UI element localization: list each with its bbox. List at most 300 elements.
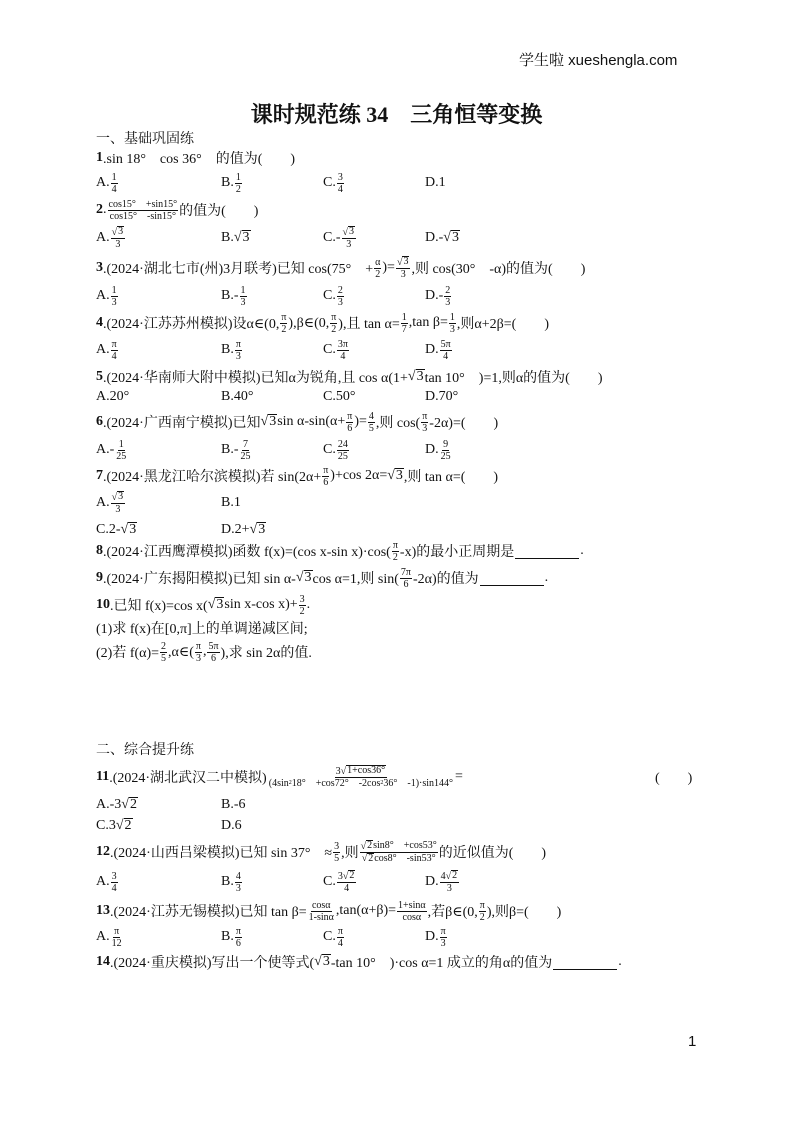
text-run: 3 — [216, 597, 224, 613]
question-8-stem — [96, 538, 584, 564]
text-run: B.1 — [221, 495, 241, 510]
square-root — [112, 491, 125, 503]
fraction — [111, 226, 126, 250]
text-run: π — [422, 410, 428, 422]
text-run: .(2024·华南师大附中模拟)已知α为锐角,且 cos α(1+ — [103, 371, 408, 386]
text-run: D.2+ — [221, 522, 250, 537]
text-run: (2)若 f(α)= — [96, 646, 160, 661]
fraction — [337, 285, 344, 308]
fraction-numerator — [111, 285, 118, 297]
fraction — [108, 199, 179, 222]
fraction-numerator — [400, 567, 412, 579]
fraction-denominator — [337, 184, 344, 195]
question-2-stem — [96, 197, 258, 223]
text-run: -2α)=( ) — [429, 416, 499, 431]
text-run: 1 — [111, 284, 117, 296]
question-number: 1 — [96, 150, 103, 165]
question-number: 9 — [96, 570, 103, 585]
radical-sign: √ — [260, 414, 269, 429]
text-run: π — [111, 338, 117, 350]
fraction — [207, 641, 219, 664]
fraction-numerator — [242, 439, 249, 451]
fraction-numerator — [421, 411, 428, 423]
text-run: cosα — [402, 911, 422, 923]
text-run: B.40° — [221, 389, 254, 404]
text-run: π — [392, 539, 398, 551]
text-run: ),则β=( ) — [486, 905, 562, 920]
fraction — [392, 540, 399, 563]
radicand — [395, 468, 404, 484]
text-run: .(2024·湖北七市(州)3月联考)已知 cos(75° + — [103, 262, 374, 277]
text-run: 2 — [445, 284, 451, 296]
text-run: D.- — [425, 288, 444, 303]
text-run: 3 — [422, 422, 428, 434]
fraction-numerator — [235, 926, 242, 938]
text-run: 3 — [334, 840, 340, 852]
text-run: 3 — [235, 882, 241, 894]
square-root — [234, 230, 251, 246]
fraction-denominator — [368, 423, 375, 434]
text-run: 6 — [347, 422, 353, 434]
text-run: 4 — [111, 183, 117, 195]
fraction-denominator — [322, 477, 329, 488]
question-6-stem — [96, 409, 498, 435]
fraction-numerator — [346, 411, 353, 423]
fraction-denominator — [361, 853, 437, 865]
radical-sign: √ — [314, 954, 322, 969]
answer-option — [425, 869, 460, 895]
question-number: 4 — [96, 315, 103, 330]
radicand — [215, 597, 224, 613]
text-run: 6 — [323, 476, 329, 488]
radicand — [124, 818, 133, 834]
square-root — [408, 369, 425, 385]
fraction-numerator — [368, 411, 375, 423]
radical-sign: √ — [387, 468, 395, 483]
text-run: 4 — [344, 882, 350, 894]
fraction-numerator — [337, 339, 349, 351]
text-run: 3 — [335, 765, 341, 777]
fraction-denominator — [345, 239, 352, 250]
square-root — [250, 522, 267, 538]
answer-option — [425, 170, 446, 196]
fraction-numerator — [442, 439, 449, 451]
radical-sign: √ — [443, 230, 451, 245]
text-run: π — [331, 311, 337, 323]
text-run: 2 — [299, 605, 305, 617]
fraction — [337, 172, 344, 195]
fraction-denominator — [160, 653, 167, 664]
text-run: 7 — [243, 438, 248, 450]
answer-option — [96, 384, 129, 410]
fraction-denominator: (4sin 2 18° +cos72° -2cos 2 36° -1)·sin144° — [268, 777, 454, 789]
question-1-stem — [96, 145, 295, 171]
answer-option — [96, 490, 126, 516]
text-run: 5π — [208, 640, 219, 652]
fraction — [160, 641, 167, 664]
text-run: tan 10° )=1,则α的值为( ) — [424, 371, 603, 386]
answer-option — [221, 384, 253, 410]
answer-option — [323, 225, 357, 251]
radicand — [242, 230, 251, 246]
square-root — [362, 853, 375, 865]
text-run: 18° +cos72° -2cos — [291, 777, 381, 789]
fraction-denominator — [421, 423, 428, 434]
fraction-numerator — [440, 926, 447, 938]
question-number: 5 — [96, 369, 103, 384]
text-run: 25 — [240, 450, 251, 462]
question-5-options — [96, 384, 696, 410]
section-heading-advanced: 二、综合提升练 — [96, 743, 194, 758]
answer-option — [221, 170, 243, 196]
text-run: 2 — [349, 870, 355, 882]
fraction — [479, 900, 486, 923]
text-run: 3 — [440, 937, 446, 949]
fraction-denominator — [346, 423, 353, 434]
fraction — [342, 226, 357, 250]
fraction — [400, 567, 412, 590]
text-run: B. — [221, 929, 234, 944]
text-run: 3 — [258, 522, 266, 538]
text-run: 3 — [337, 296, 343, 308]
fraction — [111, 285, 118, 308]
text-run: cosα — [311, 899, 331, 911]
fraction — [337, 870, 357, 894]
text-run: 1-sinα — [308, 911, 334, 923]
fraction — [421, 411, 428, 434]
square-root — [361, 840, 374, 852]
square-root — [116, 818, 133, 834]
text-run: cos α=1,则 sin( — [312, 572, 399, 587]
question-12-stem — [96, 839, 546, 865]
answer-option — [221, 225, 251, 251]
answer-option — [221, 813, 242, 839]
answer-option — [425, 225, 460, 251]
answer-option — [221, 869, 243, 895]
answer-option — [425, 384, 458, 410]
answer-option — [96, 337, 119, 363]
radicand — [129, 797, 138, 813]
text-run: D. — [425, 442, 439, 457]
answer-option — [323, 924, 345, 950]
radical-sign: √ — [111, 226, 118, 238]
fraction-numerator — [235, 339, 242, 351]
fraction-numerator — [392, 540, 399, 552]
text-run: A. — [96, 874, 110, 889]
square-root — [112, 226, 125, 238]
radicand — [348, 226, 355, 238]
question-number: 2 — [96, 202, 103, 217]
fraction — [299, 594, 306, 617]
radical-sign: √ — [295, 570, 304, 585]
fraction-denominator — [114, 239, 121, 250]
page-number: 1 — [688, 1033, 697, 1050]
radical-sign: √ — [340, 765, 347, 777]
fraction-numerator — [440, 339, 452, 351]
fraction-numerator — [280, 312, 287, 324]
text-run: 6 — [403, 578, 409, 590]
text-run: C. — [323, 929, 336, 944]
question-10-part-1 — [96, 615, 308, 641]
question-4-options — [96, 337, 696, 363]
question-number: 8 — [96, 543, 103, 558]
question-1-options — [96, 170, 696, 196]
square-root — [446, 870, 459, 882]
text-run: 4 — [337, 937, 343, 949]
square-root — [314, 954, 331, 970]
text-run: . — [618, 954, 622, 969]
text-run: B. — [221, 230, 234, 245]
text-run: )+cos 2α= — [330, 468, 388, 483]
text-run: .sin 18° cos 36° 的值为( ) — [103, 152, 296, 167]
text-run: .(2024·广西南宁模拟)已知 — [103, 416, 261, 431]
text-run: 3π — [337, 338, 348, 350]
fraction-numerator — [330, 312, 337, 324]
text-run: 2 — [337, 284, 343, 296]
fraction-denominator — [392, 552, 399, 563]
radicand — [128, 522, 137, 538]
fraction — [374, 257, 381, 280]
section-heading-basic: 一、基础巩固练 — [96, 132, 194, 147]
fraction-denominator — [402, 912, 423, 923]
fraction-denominator — [330, 324, 337, 335]
text-run: π — [195, 640, 201, 652]
fraction — [444, 285, 451, 308]
fraction-numerator — [449, 312, 456, 324]
fraction-denominator — [401, 324, 408, 335]
fraction — [111, 172, 118, 195]
text-run: ),求 sin 2α的值. — [220, 646, 312, 661]
text-run: 2 — [452, 870, 458, 882]
fraction-numerator — [118, 439, 125, 451]
text-run: 3 — [395, 468, 403, 484]
text-run: 25 — [116, 450, 127, 462]
text-run: (1)求 f(x)在[0,π]上的单调递减区间; — [96, 622, 308, 637]
radicand — [346, 765, 386, 777]
fraction-denominator — [479, 912, 486, 923]
fraction-denominator — [444, 297, 451, 308]
text-run: ,则α+2β=( ) — [456, 317, 549, 332]
radicand — [366, 840, 373, 852]
fraction-numerator — [337, 172, 344, 184]
fraction — [235, 172, 242, 195]
radicand — [348, 870, 355, 882]
text-run: . — [544, 570, 549, 585]
fraction-denominator — [114, 504, 121, 515]
text-run: ,则 cos(30° -α)的值为( ) — [411, 262, 586, 277]
fraction — [235, 871, 242, 894]
radical-sign: √ — [115, 818, 124, 833]
answer-option — [425, 337, 453, 363]
fraction-numerator — [337, 870, 357, 883]
radical-sign: √ — [207, 597, 216, 612]
question-2-options — [96, 225, 696, 251]
question-7-options-ab — [96, 490, 696, 516]
text-run: sin α-sin(α+ — [277, 414, 346, 429]
text-run: A. — [96, 230, 110, 245]
fraction-denominator — [400, 269, 407, 280]
radical-sign: √ — [445, 870, 452, 882]
radicand — [322, 954, 331, 970]
fraction-numerator — [240, 285, 247, 297]
text-run: 4 — [337, 183, 343, 195]
text-run: 3 — [195, 652, 201, 664]
radicand — [451, 870, 458, 882]
text-run: sin x-cos x)+ — [224, 597, 298, 612]
text-run: 4 — [440, 870, 446, 882]
text-run: 2 — [124, 818, 132, 834]
text-run: π — [235, 338, 241, 350]
square-root — [443, 230, 460, 246]
text-run: C. — [323, 288, 336, 303]
text-run: A. — [96, 342, 110, 357]
answer-option — [221, 283, 248, 309]
text-run: 1 — [401, 311, 407, 323]
radicand — [117, 491, 124, 503]
fraction — [240, 285, 247, 308]
text-run: B. — [221, 342, 234, 357]
fraction-numerator — [440, 870, 460, 883]
fraction-denominator — [240, 297, 247, 308]
text-run: A.20° — [96, 389, 130, 404]
text-run: 36° -1)·sin144° — [383, 777, 454, 789]
answer-option — [96, 813, 133, 839]
text-run: 2 — [331, 323, 337, 335]
radicand — [402, 256, 409, 268]
fraction-denominator — [333, 853, 340, 864]
fraction — [268, 765, 454, 789]
text-run: D. — [425, 342, 439, 357]
question-3-stem — [96, 255, 585, 281]
text-run: D. — [425, 874, 439, 889]
fraction-denominator — [109, 211, 177, 222]
answer-blank — [553, 955, 617, 970]
answer-option — [323, 437, 350, 463]
fraction-denominator — [115, 451, 127, 462]
square-root — [387, 468, 404, 484]
text-run: cos15° +sin15° — [108, 198, 178, 210]
fraction — [368, 411, 375, 434]
fraction-denominator — [337, 938, 344, 949]
text-run: .(2024·重庆模拟)写出一个使等式( — [110, 956, 315, 971]
question-number: 11 — [96, 769, 110, 784]
text-run: 3 — [111, 870, 117, 882]
answer-option — [96, 283, 119, 309]
text-run: C.50° — [323, 389, 356, 404]
square-root — [341, 765, 386, 777]
text-run: 9 — [443, 438, 449, 450]
fraction-numerator — [337, 926, 344, 938]
fraction — [115, 439, 127, 462]
text-run: 6 — [235, 937, 241, 949]
text-run: ),β∈(0, — [288, 315, 330, 331]
fraction-denominator — [111, 351, 118, 362]
radical-sign: √ — [120, 522, 129, 537]
radical-sign: √ — [233, 230, 242, 245]
fraction-denominator — [111, 184, 118, 195]
text-run: D. — [425, 929, 439, 944]
text-run: 7 — [401, 323, 407, 335]
text-run: 3 — [403, 256, 409, 268]
square-root — [261, 414, 278, 430]
text-run: C. — [323, 874, 336, 889]
text-run: (4sin — [268, 777, 289, 789]
fraction-numerator — [235, 871, 242, 883]
text-run: 12 — [111, 937, 122, 949]
text-run: 3 — [111, 296, 117, 308]
square-root — [397, 256, 410, 268]
fraction — [322, 465, 329, 488]
text-run: .(2024·江苏无锡模拟)已知 tan β= — [110, 905, 307, 920]
square-root — [121, 797, 138, 813]
text-run: π — [281, 311, 287, 323]
answer-option — [425, 283, 452, 309]
text-run: 的值为( ) — [179, 204, 259, 219]
radicand — [268, 414, 277, 430]
text-run: A. — [96, 929, 110, 944]
fraction-numerator — [111, 226, 126, 239]
text-run: π — [337, 925, 343, 937]
text-run: C.2- — [96, 522, 121, 537]
fraction-numerator — [374, 257, 381, 269]
text-run: 1+cos36° — [347, 765, 386, 777]
text-run: 4 — [368, 410, 374, 422]
square-root — [343, 226, 356, 238]
fraction-numerator — [160, 641, 167, 653]
fraction — [337, 439, 349, 462]
fraction — [111, 339, 118, 362]
text-run: 2 — [367, 840, 373, 851]
question-9-stem — [96, 565, 548, 591]
fraction — [396, 256, 411, 280]
question-14-stem — [96, 949, 622, 975]
answer-blank — [480, 571, 544, 586]
text-run: 5 — [368, 422, 374, 434]
fraction-denominator — [111, 883, 118, 894]
text-run: 5 — [161, 652, 167, 664]
text-run: 4 — [340, 350, 346, 362]
text-run: , — [202, 644, 207, 659]
text-run: )= — [382, 260, 395, 275]
text-run: ,则 cos( — [375, 416, 421, 431]
fraction-denominator — [343, 883, 350, 894]
radical-sign: √ — [342, 870, 349, 882]
text-run: sin8° +cos53° — [373, 840, 437, 852]
text-run: 2 — [392, 551, 398, 563]
text-run: C. — [323, 342, 336, 357]
text-run: .已知 f(x)=cos x( — [110, 599, 208, 614]
text-run: 2 — [479, 911, 485, 923]
radical-sign: √ — [249, 522, 258, 537]
text-run: A. — [96, 175, 110, 190]
text-run: C. — [323, 442, 336, 457]
question-number: 12 — [96, 844, 110, 859]
question-7-stem — [96, 463, 498, 489]
fraction-numerator — [111, 339, 118, 351]
text-run: 3 — [451, 230, 459, 246]
text-run: A. — [96, 495, 110, 510]
answer-option — [323, 170, 345, 196]
fraction-denominator — [210, 653, 217, 664]
answer-option — [96, 869, 119, 895]
question-10-part-2 — [96, 639, 312, 665]
text-run: 3 — [400, 268, 406, 280]
fraction-denominator — [195, 653, 202, 664]
text-run: ,则 tan α=( ) — [403, 470, 499, 485]
fraction-denominator — [235, 938, 242, 949]
fraction-denominator — [308, 912, 335, 923]
text-run: 3 — [235, 350, 241, 362]
